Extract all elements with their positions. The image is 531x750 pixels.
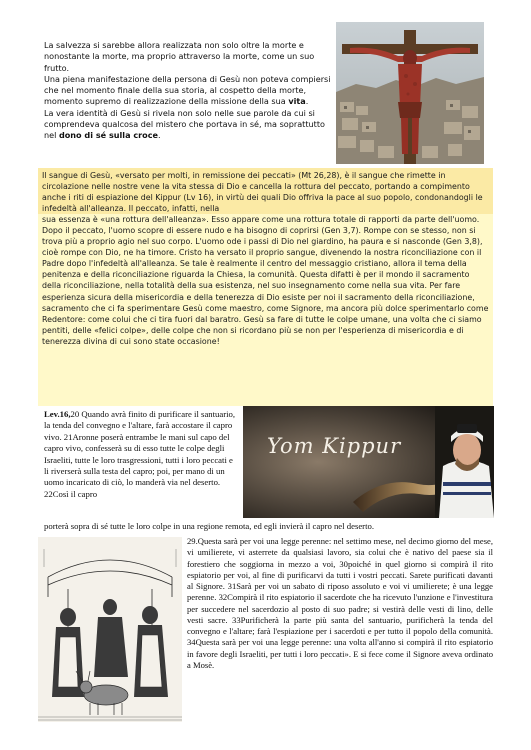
intro-text [44, 40, 334, 142]
leviticus-reference: Lev.16, [44, 409, 71, 419]
scapegoat-engraving [38, 537, 182, 722]
intro-paragraph-2: Una piena manifestazione della persona di Gesù non poteva compiersi che nel momento finale della sua storia, al cospetto della morte, momento supremo di realizzazione della missione della sua vita. [44, 73, 331, 107]
intro-paragraph-1: La salvezza si sarebbe allora realizzata non solo oltre la morte e nonostante la morte, ma proprio attraverso la morte, come un suo frutto. [44, 40, 315, 73]
highlight-box [38, 168, 493, 406]
box-body-paragraph: sua essenza è «una rottura dell'alleanza». Esso appare come una rottura totale di rapporti da parte dell'uomo. Dopo il peccato, l'uomo scopre di essere nudo e ha bisogno di coprirsi (Gen 3,7). Rompe con se stesso, non si trova più a proprio agio nel suo corpo. L'uomo ode i passi di Dio nel giardino, ha paura e si nasconde (Gen 3,8), cioè rompe con Dio, ne ha timore. Cristo ha versato il proprio sangue, divenendo la nostra riconciliazione con il Padre dopo l'infedeltà all'alleanza. Se tale è realmente il centro del messaggio cristiano, allora il tema della penitenza e della riconciliazione riguarda la Chiesa, la comunità. Questa difatti è per il mondo il sacramento della riconciliazione, nella totalità della sua esistenza, nel suo insegnamento come nella sua vita. Per fare esperienza sicura della misericordia e della tenerezza di Dio esiste per noi il sacramento della riconciliazione, sacramento che ci fa sperimentare Gesù come maestro, come Signore, ma ancora più dolce sperimentarlo come Redentore: come colui che ci tira fuori dal baratro. Gesù sa fare di tutte le colpe umane, una volta che ci siamo pentiti, delle «felici colpe», delle colpe che non si ricordano più se non per l'esperienza di misericordia e di tenerezza divina di cui sono state occasione! [42, 215, 489, 346]
scapegoat-illustration [38, 537, 182, 722]
leviticus-16-22-continuation: porterà sopra di sé tutte le loro colpe in una regione remota, ed egli invierà il capro nel deserto. [44, 521, 375, 531]
intro-paragraph-3: La vera identità di Gesù si rivela non solo nelle sue parole da cui si comprendeva qualcosa del mistero che portava in sé, ma soprattutto nel dono di sé sulla croce. [44, 107, 325, 141]
yom-kippur-illustration [243, 406, 494, 518]
box-lead-paragraph: Il sangue di Gesù, «versato per molti, in remissione dei peccati» (Mt 26,28), è il sangue che rimette in circolazione nelle nostre vene la vita stessa di Dio e cancella la rottura del peccato, portando a compimento anche i riti di espiazione del Kippur (Lv 16), in virtù dei quali Dio offriva la pace al suo popolo, condonandogli le infedeltà all'alleanza. Il peccato, infatti, nella [38, 168, 493, 214]
yom-kippur-photo [243, 406, 494, 518]
leviticus-16-29-text: 29.Questa sarà per voi una legge perenne: nel settimo mese, nel decimo giorno del mese, vi umilierete, vi asterrete da qualsiasi lavoro, sia colui che è nativo del paese sia il forestiero che soggiorna in mezzo a voi, 30poiché in quel giorno si compirà il rito espiatorio per voi, al fine di purificarvi da tutti i vostri peccati. Sarete purificati davanti al Signore. 31Sarà per voi un sabato di riposo assoluto e voi vi umilierete; è una legge perenne. 32Compirà il rito espiatorio il sacerdote che ha ricevuto l'unzione e l'investitura per succedere nel sacerdozio al posto di suo padre; si vestirà delle vesti di lino, delle vesti sacre. 33Purificherà la parte più santa del santuario, purificherà la tenda del convegno e l'altare; farà l'espiazione per i sacerdoti e per tutto il popolo della comunità. 34Questa sarà per voi una legge perenne: una volta all'anno si compirà il rito espiatorio in favore degli Israeliti, per tutti i loro peccati». E si fece come il Signore aveva ordinato a Mosè. [187, 536, 493, 670]
crucifix-illustration [336, 22, 484, 164]
yom-kippur-title: Yom Kippur [267, 434, 402, 458]
crucifix-photo [336, 22, 484, 164]
leviticus-16-20-text: Lev.16,20 Quando avrà finito di purificare il santuario, la tenda del convegno e l'altare, farà accostare il capro vivo. 21Aronne poserà entrambe le mani sul capo del capro vivo, confesserà su di esso tutte le colpe degli Israeliti, tutte le loro trasgressioni, tutti i loro peccati e li riverserà sulla testa del capro; poi, per mano di un uomo incaricato di ciò, lo manderà via nel deserto. 22Così il capro [44, 409, 236, 499]
